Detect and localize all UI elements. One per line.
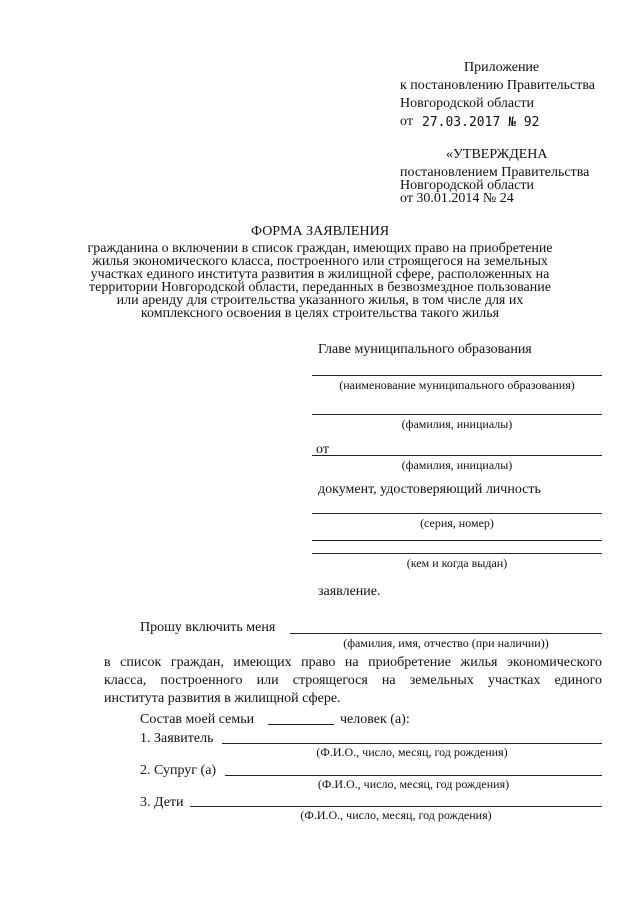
item-children-label: 3. Дети <box>140 795 184 810</box>
statement-body-line: в список граждан, имеющих право на приобретение жилья экономического <box>104 655 602 670</box>
item-applicant-field[interactable] <box>222 743 602 744</box>
item-children-field[interactable] <box>190 806 602 807</box>
form-subtitle-line: гражданина о включении в список граждан, имеющих право на приобретение <box>87 241 553 256</box>
form-subtitle-line: комплексного освоения в целях строительства такого жилья <box>140 306 500 321</box>
family-count-field[interactable] <box>268 724 334 725</box>
head-name-field[interactable] <box>312 414 602 415</box>
item-children-caption: (Ф.И.О., число, месяц, год рождения) <box>300 808 492 822</box>
appendix-title: Приложение <box>464 60 540 75</box>
statement-body-line: класса, построенного или строящегося на земельных участках единого <box>104 673 602 688</box>
request-fio-caption: (фамилия, имя, отчество (при наличии)) <box>343 636 549 650</box>
form-subtitle-line: территории Новгородской области, переданных в безвозмездное пользование <box>89 280 551 295</box>
from-label: от <box>316 442 329 457</box>
applicant-name-caption: (фамилия, инициалы) <box>401 458 513 472</box>
form-title: ФОРМА ЗАЯВЛЕНИЯ <box>250 224 390 239</box>
item-spouse-field[interactable] <box>225 775 602 776</box>
appendix-line-2: Новгородской области <box>400 96 534 111</box>
appendix-date-prefix: от <box>400 114 413 129</box>
statement-word: заявление. <box>318 584 381 599</box>
addressee-head-label: Главе муниципального образования <box>318 342 532 357</box>
form-subtitle-line: или аренду для строительства указанного жилья, в том числе для их <box>116 293 524 308</box>
appendix-date-stamp: 27.03.2017 № 92 <box>422 115 540 130</box>
applicant-name-field[interactable] <box>312 455 602 456</box>
statement-body-line: института развития в жилищной сфере. <box>104 691 341 706</box>
approved-line-3: от 30.01.2014 № 24 <box>400 191 514 206</box>
item-spouse-label: 2. Супруг (а) <box>140 763 217 778</box>
municipality-caption: (наименование муниципального образования) <box>339 378 575 392</box>
family-label: Состав моей семьи <box>140 712 255 727</box>
document-series-caption: (серия, номер) <box>420 516 494 530</box>
document-issued-field-2[interactable] <box>312 553 602 554</box>
request-fio-field[interactable] <box>290 633 602 634</box>
item-applicant-label: 1. Заявитель <box>140 731 214 746</box>
appendix-line-1: к постановлению Правительства <box>400 78 596 93</box>
item-applicant-caption: (Ф.И.О., число, месяц, год рождения) <box>316 745 508 759</box>
head-name-caption: (фамилия, инициалы) <box>401 417 513 431</box>
request-label: Прошу включить меня <box>140 620 276 635</box>
item-spouse-caption: (Ф.И.О., число, месяц, год рождения) <box>317 777 510 791</box>
document-series-field[interactable] <box>312 513 602 514</box>
family-suffix: человек (а): <box>340 712 410 727</box>
approved-line-1: постановлением Правительства <box>400 165 590 180</box>
document-issued-caption: (кем и когда выдан) <box>406 556 508 570</box>
municipality-field[interactable] <box>312 375 602 376</box>
form-subtitle-line: участках единого института развития в жилищной сфере, расположенных на <box>90 267 550 282</box>
form-subtitle-line: жилья экономического класса, построенного или строящегося на земельных <box>92 254 548 269</box>
approved-title: «УТВЕРЖДЕНА <box>446 147 548 162</box>
document-issued-field-1[interactable] <box>312 540 602 541</box>
approved-line-2: Новгородской области <box>400 178 534 193</box>
document-label: документ, удостоверяющий личность <box>318 482 541 497</box>
